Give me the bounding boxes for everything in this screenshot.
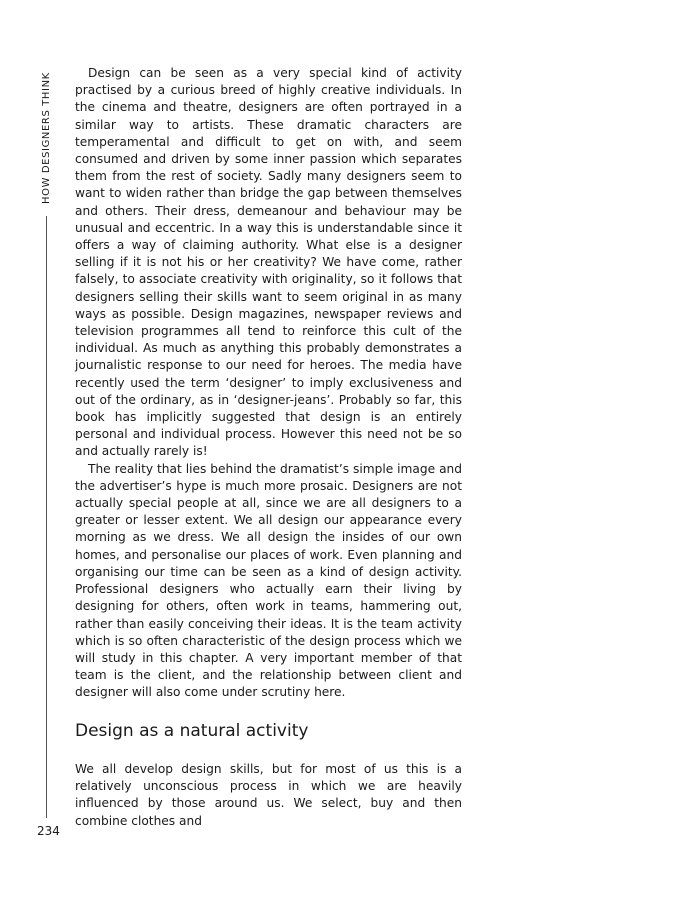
margin-rule — [46, 216, 47, 818]
page-number: 234 — [37, 824, 60, 838]
section-body — [75, 761, 462, 830]
paragraph-2: The reality that lies behind the dramatist’s simple image and the advertiser’s hype is much more prosaic. Designers are not actually special people at all, since we are all designers to a greater or lesser extent. We all design our appearance every morning as we dress. We all design the insides of our own homes, and personalise our places of work. Even planning and organising our time can be seen as a kind of design activity. Professional designers who actually earn their living by designing for others, often work in teams, hammering out, rather than easily conceiving their ideas. It is the team activity which is so often characteristic of the design process which we will study in this chapter. A very important member of that team is the client, and the relationship between client and designer will also come under scrutiny here. — [75, 461, 462, 700]
paragraph-1: Design can be seen as a very special kind of activity practised by a curious breed of highly creative individuals. In the cinema and theatre, designers are often portrayed in a similar way to artists. These dramatic characters are temperamental and difficult to get on with, and seem consumed and driven by some inner passion which separates them from the rest of society. Sadly many designers seem to want to widen rather than bridge the gap between themselves and others. Their dress, demeanour and behaviour may be unusual and eccentric. In a way this is understandable since it offers a way of claiming authority. What else is a designer selling if it is not his or her creativity? We have come, rather falsely, to associate creativity with originality, so it follows that designers selling their skills want to seem original in as many ways as possible. Design magazines, newspaper reviews and television programmes all tend to reinforce this cult of the individual. As much as anything this probably demonstrates a journalistic response to our need for heroes. The media have recently used the term ‘designer’ to imply exclusiveness and out of the ordinary, as in ‘designer-jeans’. Probably so far, this book has implicitly suggested that design is an entirely personal and individual process. However this need not be so and actually rarely is! — [75, 66, 462, 459]
body-text — [75, 65, 462, 702]
section-paragraph: We all develop design skills, but for most of us this is a relatively unconscious process in which we are heavily influenced by those around us. We select, buy and then combine clothes and — [75, 762, 462, 828]
running-head-text: HOW DESIGNERS THINK — [41, 72, 52, 204]
section-heading: Design as a natural activity — [75, 721, 309, 741]
running-head — [40, 68, 54, 204]
